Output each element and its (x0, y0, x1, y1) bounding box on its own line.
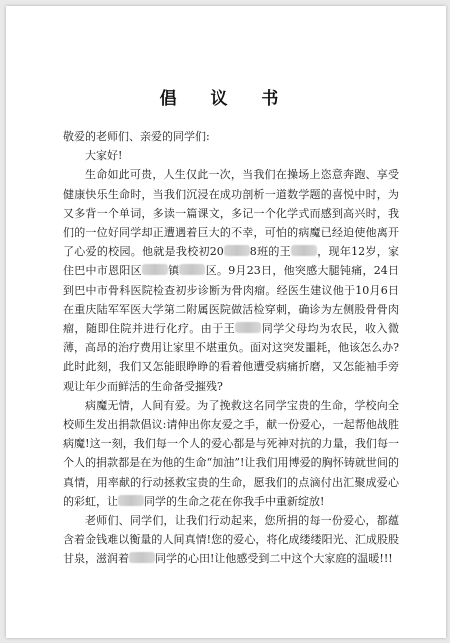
paragraph-3-part-b: 同学的心田!让他感受到二中这个大家庭的温暖!!! (155, 552, 393, 566)
paragraph-1 (63, 165, 399, 395)
document-body (63, 127, 399, 569)
paragraph-2-part-b: 同学的生命之花在你我手中重新绽放! (144, 494, 325, 508)
greeting-line: 敬爱的老师们、亲爱的同学们: (63, 130, 210, 143)
redaction-blur (118, 495, 144, 506)
hello-line: 大家好! (85, 149, 123, 163)
paragraph-1-part-d: 镇 (167, 264, 180, 278)
redaction-blur (224, 245, 250, 256)
paragraph-2 (63, 396, 399, 511)
paragraph-3 (63, 511, 399, 569)
paragraph-1-part-e: 区。9月23日，他突感大腿钝痛，24日到巴中市骨科医院检查初步诊断为骨肉瘤。经医生建议他于10月6日在重庆陆军军医大学第二附属医院做活检穿刺，确诊为左侧股骨骨肉瘤，随即住院并进行化疗。由于王 (63, 264, 400, 336)
document-page (6, 6, 446, 638)
redaction-blur (142, 264, 168, 275)
document-title: 倡 议 书 (159, 89, 293, 109)
redaction-blur (179, 264, 205, 275)
redaction-blur (291, 245, 317, 256)
paragraph-1-part-c: ，现年12岁，家住巴中市恩阳区 (63, 245, 400, 278)
paragraph-1-part-f: 同学父母均为农民，收入微薄，高昂的治疗费用让家里不堪重负。面对这突发噩耗，他该怎么办?此时此刻，我们又怎能眼睁睁的看着他遭受病痛折磨，又怎能袖手旁观让年少而鲜活的生命备受摧残? (63, 322, 400, 393)
redaction-blur (129, 552, 155, 563)
paragraph-3-part-a: 老师们、同学们，让我们行动起来，您所捐的每一份爱心，都蕴含着金钱难以衡量的人间真情!您的爱心，将化成缕缕阳光、汇成股股甘泉，滋润着 (63, 514, 399, 566)
paragraph-2-part-a: 病魔无情，人间有爱。为了挽救这名同学宝贵的生命，学校向全校师生发出捐款倡议:请伸出你友爱之手，献一份爱心，一起帮他战胜病魔!这一刻，我们每一个人的爱心都是与死神对抗的力量，我们每一个人的捐款都是在为他的生命“加油”!让我们用博爱的胸怀铸就世间的真情，用率献的行动拯救宝贵的生命，愿我们的点滴付出汇聚成爱心的彩虹，让 (63, 398, 399, 508)
paragraph-1-part-a: 生命如此可贵，人生仅此一次，当我们在操场上恣意奔跑、享受健康快乐生命时，当我们沉浸在成功剖析一道数学题的喜悦中时，为又多背一个单词，多读一篇课文，多记一个化学式而感到高兴时，我们的一位好同学却正遭遇着巨大的不幸，可怕的病魔已经迫使他离开了心爱的校园。他就是我校初20 (63, 168, 399, 259)
redaction-blur (235, 322, 261, 333)
paragraph-1-part-b: 8班的王 (249, 245, 291, 259)
